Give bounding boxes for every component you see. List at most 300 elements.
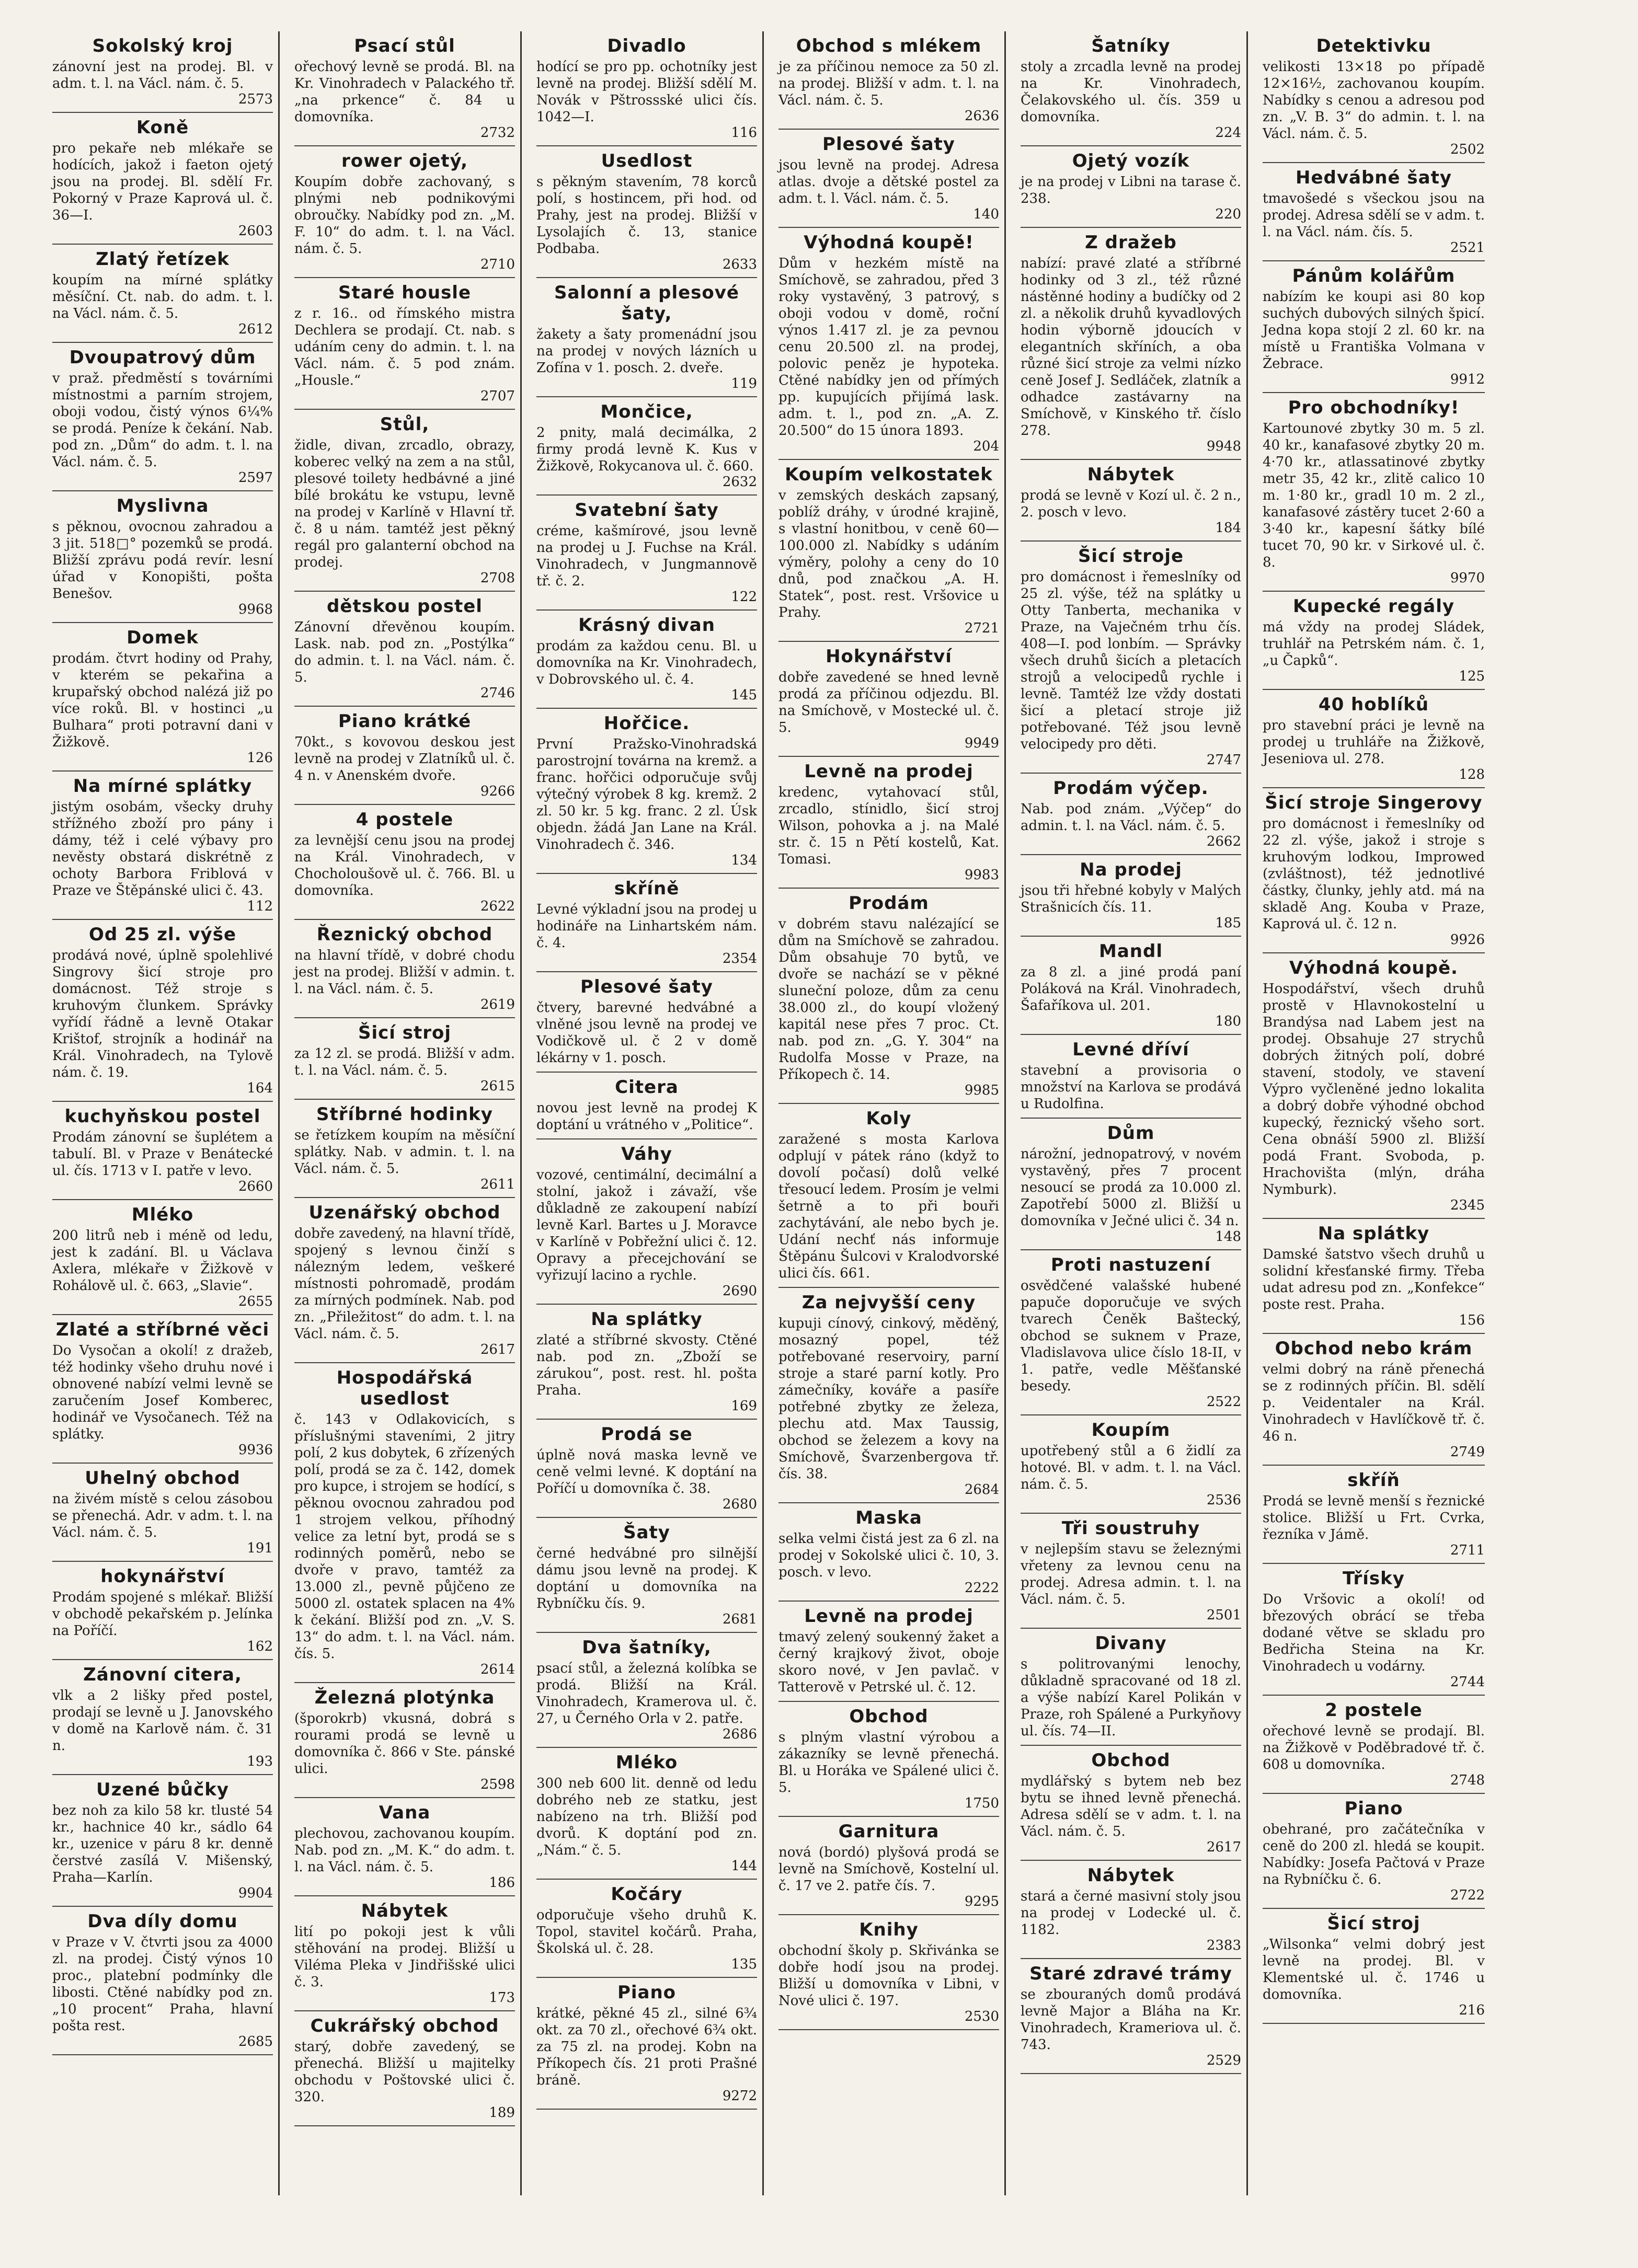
ad-title: Obchod: [1091, 1750, 1171, 1771]
ad-text: za levnější cenu jsou na prodej na Král. Vinohradech, v Chocholoušově ul. č. 766. Bl. u domovníka.: [294, 833, 515, 899]
ad-number: 2614: [480, 1662, 515, 1677]
ad-text: hodící se pro pp. ochotníky jest levně na prodej. Bližší sdělí M. Novák v Pštrossské ulici čís. 1042—I.: [536, 59, 757, 125]
ad-number: 2708: [480, 570, 515, 586]
ad-title: Staré housle: [338, 282, 472, 303]
ad-number: 2522: [1206, 1394, 1241, 1410]
ad-text: vlk a 2 lišky před postel, prodají se levně u J. Janovského v domě na Karlově nám. č. 31 n.: [52, 1688, 273, 1754]
ad-title: Obchod: [849, 1706, 929, 1727]
classified-ad: [536, 972, 757, 1073]
classified-ad: [52, 245, 273, 343]
ad-number: 122: [731, 589, 757, 605]
ad-number: 9968: [238, 602, 273, 617]
ad-number: 2685: [238, 2034, 273, 2050]
classified-ad: [536, 1420, 757, 1518]
newspaper-ad-page: [47, 31, 1490, 2195]
ad-text: v Praze v V. čtvrti jsou za 4000 zl. na prodej. Čistý výnos 10 proc., platební podmínky dle libosti. Ctěné nabídky pod zn. „10 procent“ Praha, hlavní pošta rest.: [52, 1935, 273, 2034]
classified-ad: [1263, 592, 1485, 690]
classified-ad: [536, 874, 757, 972]
ad-text: bez noh za kilo 58 kr. tlusté 54 kr., hachnice 40 kr., sádlo 64 kr., uzenice v páru 8 kr. denně čerstvé zasílá V. Mišenský, Praha—Karlín.: [52, 1803, 273, 1885]
ad-text: Do Vršovic a okolí! od březových obrácí se třeba dodané větve se skladu pro Bedřicha Steina na Kr. Vinohradech u vodárny.: [1263, 1592, 1485, 1674]
ad-number: 2748: [1450, 1772, 1485, 1788]
ad-number: 2502: [1450, 142, 1485, 157]
ad-title: Proti nastuzení: [1050, 1254, 1211, 1275]
ad-number: 189: [489, 2105, 515, 2121]
classified-ad: [536, 709, 757, 874]
classified-ad: [52, 1102, 273, 1200]
ad-title: Šatníky: [1091, 36, 1171, 56]
ad-text: créme, kašmírové, jsou levně na prodej u J. Fuchse na Král. Vinohradech, v Jungmannově tř. č. 2.: [536, 523, 757, 589]
ad-title: Plesové šaty: [580, 976, 713, 997]
ad-text: pro stavební práci je levně na prodej u truhláře na Žižkově, Jeseniova ul. 278.: [1263, 718, 1485, 767]
ad-title: Nábytek: [1087, 1865, 1175, 1886]
ad-text: odporučuje všeho druhů K. Topol, stavitel kočárů. Praha, Školská ul. č. 28.: [536, 1907, 757, 1956]
ad-title: Dva díly domu: [87, 1911, 238, 1932]
classified-ad: [1263, 953, 1485, 1219]
ad-text: ořechový levně se prodá. Bl. na Kr. Vinohradech v Palackého tř. „na prkence“ č. 84 u domovníka.: [294, 59, 515, 125]
classified-ad: [294, 920, 515, 1018]
ad-number: 2747: [1206, 752, 1241, 768]
classified-ad: [52, 1660, 273, 1775]
ad-number: 140: [973, 206, 999, 222]
ad-text: zaražené s mosta Karlova odplují v pátek ráno (když to dovolí počasí) dolů velké třesoucí ledem. Prosím je velmi šetrně a to při bouři zachytávání, ale nebo bych je. Udání nechť nás informuje Štěpánu Šulcovi v Kralodvorské ulici čís. 661.: [778, 1132, 999, 1281]
ad-text: (šporokrb) vkusná, dobrá s rourami prodá se levně u domovníka č. 866 v Ste. pánské ulici.: [294, 1711, 515, 1777]
ad-number: 2383: [1206, 1938, 1241, 1953]
ad-title: Řeznický obchod: [316, 924, 493, 945]
ad-text: žakety a šaty promenádní jsou na prodej v nových lázních u Zofína v 1. posch. 2. dveře.: [536, 327, 757, 376]
classified-ad: [536, 1518, 757, 1633]
classified-ad: [52, 1775, 273, 1907]
ad-title: Pro obchodníky!: [1288, 397, 1460, 418]
ad-text: nová (bordó) plyšová prodá se levně na Smíchově, Kostelní ul. č. 17 ve 2. patře čís. 7.: [778, 1845, 999, 1894]
classified-ad: [778, 1503, 999, 1602]
ad-number: 2611: [480, 1177, 515, 1192]
classified-ad: [1021, 774, 1241, 855]
ad-text: má vždy na prodej Sládek, truhlář na Petrském nám. č. 1, „u Čapků“.: [1263, 619, 1485, 669]
ad-title: 40 hoblíků: [1318, 694, 1429, 715]
classified-ad: [1263, 1219, 1485, 1334]
ad-title: Stůl,: [380, 414, 430, 435]
classified-ad: [1021, 1035, 1241, 1119]
ad-title: rower ojetý,: [341, 151, 468, 171]
ad-column: [289, 31, 522, 2195]
ad-number: 2686: [722, 1726, 757, 1742]
ad-title: Třísky: [1343, 1568, 1405, 1589]
ad-title: Šicí stroje: [1078, 546, 1184, 567]
ad-title: dětskou postel: [327, 596, 483, 617]
classified-ad: [294, 1363, 515, 1683]
ad-title: Tři soustruhy: [1061, 1518, 1200, 1539]
ad-text: tmavý zelený soukenný žaket a černý krajkový život, oboje skoro nové, v Jen pavlač. v Tatterově v Petrské ul. č. 12.: [778, 1629, 999, 1695]
ad-title: Nábytek: [1087, 464, 1175, 485]
ad-text: lití po pokoji jest k vůli stěhování na prodej. Bližší u Viléma Pleka v Jindřišské ulici č. 3.: [294, 1924, 515, 1990]
ad-title: Levně na prodej: [804, 761, 973, 782]
ad-column: [1257, 31, 1490, 2195]
ad-title: Kočáry: [611, 1884, 683, 1905]
ad-title: Divany: [1095, 1633, 1167, 1654]
classified-ad: [536, 1305, 757, 1420]
classified-ad: [294, 1198, 515, 1363]
ad-text: Damské šatstvo všech druhů u solidní křesťanské firmy. Třeba udat adresu pod zn. „Konfekce“ poste rest. Praha.: [1263, 1247, 1485, 1313]
ad-text: zánovní jest na prodej. Bl. v adm. t. l. na Václ. nám. č. 5.: [52, 59, 273, 91]
ad-number: 134: [731, 853, 757, 868]
ad-number: 2746: [480, 685, 515, 701]
ad-number: 2633: [722, 257, 757, 272]
classified-ad: [52, 623, 273, 772]
classified-ad: [778, 1915, 999, 2030]
ad-title: Kupecké regály: [1292, 596, 1455, 617]
ad-title: Železná plotýnka: [314, 1687, 495, 1708]
classified-ad: [52, 31, 273, 113]
classified-ad: [52, 1562, 273, 1660]
ad-title: Krásný divan: [578, 615, 715, 636]
ad-number: 9266: [480, 784, 515, 799]
ad-text: velikosti 13×18 po případě 12×16½, zachovanou koupím. Nabídky s cenou a adresou pod zn. „V. B. 3“ do admin. t. l. na Václ. nám. č. 5.: [1263, 59, 1485, 142]
ad-number: 2662: [1206, 834, 1241, 849]
classified-ad: [778, 1104, 999, 1288]
ad-text: kredenc, vytahovací stůl, zrcadlo, stínidlo, šicí stroj Wilson, pohovka a j. na Malé str. č. 15 n Pětí kostelů, Kat. Tomasi.: [778, 785, 999, 867]
ad-column: [47, 31, 280, 2195]
ad-text: pro domácnost i řemeslníky od 22 zl. výše, jakož i stroje s kruhovým lodkou, Improwed (zvláštnost), též jednotlivé částky, člunky, jehly atd. má na skladě Ang. Kouba v Praze, Kaprová ul. č. 12 n.: [1263, 816, 1485, 932]
ad-title: Nábytek: [361, 1901, 449, 1921]
ad-title: Staré zdravé trámy: [1029, 1963, 1232, 1984]
ad-title: Levné dříví: [1072, 1039, 1189, 1060]
classified-ad: [778, 642, 999, 757]
ad-number: 2732: [480, 125, 515, 141]
ad-text: prodává nové, úplně spolehlivé Singrovy šicí stroje pro domácnost. Též stroje s kruhovým člunkem. Správky vyřídí řádně a levně Otakar Krištof, strojník a hodinář na Král. Vinohradech, na Tylově nám. č. 19.: [52, 948, 273, 1080]
ad-number: 216: [1459, 2002, 1485, 2018]
ad-text: v nejlepším stavu se železnými vřeteny za levnou cenu na prodej. Adresa admin. t. l. na Václ. nám. č. 5.: [1021, 1541, 1241, 1607]
ad-column: [1015, 31, 1248, 2195]
ad-number: 9948: [1206, 439, 1241, 454]
ad-number: 2222: [964, 1580, 999, 1596]
ad-text: s plným vlastní výrobou a zákazníky se levně přenechá. Bl. u Horáka ve Spálené ulici č. 5.: [778, 1730, 999, 1795]
ad-text: vozové, centimální, decimální a stolní, jakož i závaží, vše důkladně ze zakoupení nabízí levně Karl. Bartes u J. Moravce v Karlíně v Pobřežní ulici č. 12. Opravy a přecejchování se vyřizují lacino a rychle.: [536, 1167, 757, 1283]
ad-title: Uhelný obchod: [85, 1468, 240, 1489]
ad-number: 145: [731, 687, 757, 703]
ad-number: 148: [1215, 1229, 1241, 1245]
classified-ad: [1263, 1794, 1485, 1909]
ad-title: Koupím velkostatek: [785, 464, 993, 485]
classified-ad: [1021, 1119, 1241, 1250]
ad-number: 2722: [1450, 1887, 1485, 1903]
ad-text: Do Vysočan a okolí! z dražeb, též hodinky všeho druhu nové i obnovené nabízí velmi levně se zaručením Josef Komberec, hodinář ve Vysočanech. Též na splátky.: [52, 1343, 273, 1442]
classified-ad: [294, 278, 515, 410]
ad-number: 2603: [238, 223, 273, 239]
ad-text: selka velmi čistá jest za 6 zl. na prodej v Sokolské ulici č. 10, 3. posch. v levo.: [778, 1531, 999, 1580]
ad-number: 2744: [1450, 1674, 1485, 1690]
ad-text: pro domácnost i řemeslníky od 25 zl. výše, též na splátky u Otty Tanberta, mechanika v Praze, na Vaječném trhu čís. 408—I. pod lonbím. — Správky všech druhů šicích a pletacích strojů a velocipedů rychle i levně. Tamtéž lze vždy dostati šicí a pletací stroje již potřebované. Též jsou levně velocipedy pro děti.: [1021, 569, 1241, 752]
ad-title: Koly: [866, 1108, 912, 1129]
ad-number: 116: [731, 125, 757, 141]
ad-title: Na mírné splátky: [73, 776, 253, 797]
classified-ad: [536, 1748, 757, 1880]
classified-ad: [1021, 460, 1241, 542]
ad-title: Mandl: [1099, 941, 1163, 962]
ad-text: Prodám zánovní se šuplétem a tabulí. Bl. v Praze v Benátecké ul. čís. 1713 v I. patře v levo.: [52, 1130, 273, 1179]
classified-ad: [52, 113, 273, 245]
ad-number: 2536: [1206, 1492, 1241, 1508]
classified-ad: [1263, 1466, 1485, 1564]
ad-text: Prodá se levně menší s řeznické stolice. Bližší u Frt. Cvrka, řezníka v Jámě.: [1263, 1493, 1485, 1542]
classified-ad: [536, 1880, 757, 1978]
ad-number: 2681: [722, 1611, 757, 1627]
ad-title: Vana: [379, 1802, 431, 1823]
ad-title: Na prodej: [1080, 859, 1182, 880]
ad-title: Koně: [136, 117, 189, 138]
ad-number: 135: [731, 1956, 757, 1972]
ad-number: 126: [247, 750, 273, 766]
ad-title: Od 25 zl. výše: [88, 924, 237, 945]
ad-text: z r. 16.. od římského mistra Dechlera se prodají. Ct. nab. s udáním ceny do admin. t. l. na Václ. nám. č. 5 pod znám. „Housle.“: [294, 306, 515, 388]
ad-title: Myslivna: [116, 496, 209, 516]
classified-ad: [1263, 163, 1485, 261]
ad-text: č. 143 v Odlakovicích, s příslušnými staveními, 2 jitry polí, 2 kus dobytek, 6 zřízených polí, prodá se za č. 142, domek pro kupce, i strojem se hodící, s pěknou ovocnou zahradou pod 1 strojem velkou, příhodný velice za letní byt, prodá se s rodinných poměrů, nebo se dvoře v pravo, tamtéž za 13.000 zl., pevně půjčeno ze 5000 zl. ostatek splacen na 4% k čekání. Bližší pod zn. „V. S. 13“ do adm. t. l. na Václ. nám. čís. 5.: [294, 1412, 515, 1662]
ad-number: 2690: [722, 1283, 757, 1299]
ad-text: prodám za každou cenu. Bl. u domovníka na Kr. Vinohradech, v Dobrovského ul. č. 4.: [536, 638, 757, 687]
ad-title: Piano: [1344, 1798, 1403, 1819]
classified-ad: [778, 889, 999, 1104]
ad-number: 112: [247, 899, 273, 914]
ad-text: nárožní, jednopatrový, v novém vystavěný, přes 7 procent nesoucí se prodá za 10.000 zl. Zapotřebí 5000 zl. Bližší u domovníka v Ječné ulici č. 34 n.: [1021, 1146, 1241, 1229]
classified-ad: [52, 772, 273, 920]
ad-number: 173: [489, 1990, 515, 2006]
ad-title: hokynářství: [100, 1566, 225, 1587]
classified-ad: [1021, 228, 1241, 460]
ad-number: 2710: [480, 257, 515, 272]
ad-text: novou jest levně na prodej K doptání u vrátného v „Politice“.: [536, 1100, 757, 1133]
ad-title: Sokolský kroj: [92, 36, 233, 56]
ad-text: je za příčinou nemoce za 50 zl. na prodej. Bližší v adm. t. l. na Václ. nám. č. 5.: [778, 59, 999, 108]
ad-title: Uzenářský obchod: [308, 1202, 501, 1223]
ad-title: Usedlost: [601, 151, 693, 171]
ad-title: Hokynářství: [826, 646, 952, 667]
ad-text: První Pražsko-Vinohradská parostrojní továrna na kremž. a franc. hořčici odporučuje svůj výtečný výrobek 8 kg. kremž. 2 zl. 50 kr. 5 kg. franc. 2 zl. Úsk objedn. žádá Jan Lane na Král. Vinohradech č. 346.: [536, 736, 757, 853]
classified-ad: [1263, 690, 1485, 788]
ad-text: se zbouraných domů prodává levně Major a Bláha na Kr. Vinohradech, Krameriova ul. č. 743.: [1021, 1987, 1241, 2053]
classified-ad: [52, 920, 273, 1102]
ad-title: Šicí stroj: [1327, 1913, 1421, 1934]
ad-number: 193: [247, 1754, 273, 1769]
classified-ad: [1021, 937, 1241, 1035]
classified-ad: [294, 805, 515, 920]
ad-title: Hospodářská usedlost: [336, 1367, 473, 1409]
ad-title: skříně: [614, 878, 680, 899]
ad-text: krátké, pěkné 45 zl., silné 6¾ okt. za 70 zl., ořechové 6¾ okt. za 75 zl. na prodej. Kobn na Příkopech čís. 21 proti Prašné bráně.: [536, 2006, 757, 2088]
ad-text: tmavošedé s všeckou jsou na prodej. Adresa sdělí se v adm. t. l. na Václ. nám. čís. 5.: [1263, 191, 1485, 240]
classified-ad: [1021, 1861, 1241, 1959]
ad-number: 2680: [722, 1496, 757, 1512]
ad-number: 186: [489, 1875, 515, 1891]
ad-title: Dům: [1107, 1123, 1155, 1144]
classified-ad: [52, 1315, 273, 1464]
ad-title: Piano krátké: [338, 711, 472, 732]
classified-ad: [536, 146, 757, 278]
ad-number: 185: [1215, 915, 1241, 931]
ad-text: je na prodej v Libni na tarase č. 238.: [1021, 174, 1241, 206]
ad-text: plechovou, zachovanou koupím. Nab. pod zn. „M. K.“ do adm. t. l. na Václ. nám. č. 5.: [294, 1826, 515, 1875]
classified-ad: [536, 278, 757, 397]
ad-number: 144: [731, 1858, 757, 1874]
ad-text: Hospodářství, všech druhů prostě v Hlavnokostelní u Brandýsa nad Labem jest na prodej. Obsahuje 27 strychů dobrých žitných polí, dobré stavení, stodoly, ve stavení Výpro vyčleněné jedno lokalita a dobrý dobře výhodné obchod kupecký, řeznický všeho sort. Cena obnáší 5900 zl. Bližší podá Frant. Svoboda, p. Hrachovišta (mlýn, dráha Nymburk).: [1263, 981, 1485, 1198]
ad-title: Stříbrné hodinky: [316, 1104, 493, 1125]
classified-ad: [52, 491, 273, 623]
classified-ad: [778, 228, 999, 460]
ad-number: 184: [1215, 520, 1241, 536]
ad-text: prodá se levně v Kozí ul. č. 2 n., 2. posch v levo.: [1021, 488, 1241, 520]
classified-ad: [52, 343, 273, 491]
ad-title: Z dražeb: [1085, 232, 1177, 253]
ad-title: Mléko: [131, 1204, 194, 1225]
classified-ad: [1263, 788, 1485, 953]
classified-ad: [778, 130, 999, 228]
ad-number: 9926: [1450, 932, 1485, 948]
ad-number: 2598: [480, 1777, 515, 1792]
ad-number: 9949: [964, 735, 999, 751]
ad-number: 2345: [1450, 1198, 1485, 1213]
classified-ad: [536, 1139, 757, 1305]
classified-ad: [536, 1633, 757, 1748]
ad-text: obchodní školy p. Skřivánka se dobře hodí jsou na prodej. Bližší u domovníka v Libni, v Nové ulici č. 197.: [778, 1943, 999, 2009]
ad-text: jsou levně na prodej. Adresa atlas. dvoje a dětské postel za adm. t. l. Václ. nám. č. 5.: [778, 157, 999, 206]
ad-title: Uzené bůčky: [96, 1779, 230, 1800]
ad-number: 2660: [238, 1179, 273, 1194]
classified-ad: [1021, 1629, 1241, 1746]
ad-title: Výhodná koupě.: [1289, 958, 1458, 978]
ad-title: Dvoupatrový dům: [69, 347, 256, 368]
classified-ad: [1263, 1696, 1485, 1794]
classified-ad: [1021, 1415, 1241, 1514]
ad-text: čtvery, barevné hedvábné a vlněné jsou levně na prodej ve Vodičkově ul. č 2 v domě lékárny v 1. posch.: [536, 1000, 757, 1066]
ad-number: 119: [731, 376, 757, 392]
ad-text: stavební a provisoria o množství na Karlova se prodává u Rudolfina.: [1021, 1063, 1241, 1112]
ad-text: nabízím ke koupi asi 80 kop suchých dubových silných špicí. Jedna kopa stojí 2 zl. 60 kr. na místě u Františka Volmana v Žebrace.: [1263, 289, 1485, 372]
ad-title: Zánovní citera,: [83, 1664, 242, 1685]
ad-text: Zánovní dřevěnou koupím. Lask. nab. pod zn. „Postýlka“ do admin. t. l. na Václ. nám. č. 5.: [294, 619, 515, 685]
ad-text: velmi dobrý na ráně přenechá se z rodinných příčin. Bl. sdělí p. Veidentaler na Král. Vinohradech v Havlíčkově tř. č. 46 n.: [1263, 1362, 1485, 1444]
ad-number: 2619: [480, 997, 515, 1012]
classified-ad: [778, 31, 999, 130]
ad-number: 2721: [964, 620, 999, 636]
classified-ad: [1263, 261, 1485, 393]
ad-column: [531, 31, 764, 2195]
ad-number: 2615: [480, 1078, 515, 1094]
classified-ad: [1021, 146, 1241, 228]
ad-number: 9985: [964, 1083, 999, 1098]
ad-text: zlaté a stříbrné skvosty. Ctěné nab. pod zn. „Zboží se zárukou“, post. rest. hl. pošta Praha.: [536, 1332, 757, 1398]
ad-text: kupuji cínový, cinkový, měděný, mosazný popel, též potřebované reservoiry, parní stroje a staré parní kotly. Pro zámečníky, kováře a pasíře potřebné zbytky ze železa, plechu atd. Max Taussig, obchod se železem a kovy na Smíchově, Švarzenbergova tř. čís. 38.: [778, 1316, 999, 1482]
classified-ad: [294, 707, 515, 805]
classified-ad: [294, 1798, 515, 1896]
ad-title: Zlaté a stříbrné věci: [55, 1319, 270, 1340]
ad-title: Domek: [127, 627, 199, 648]
ad-text: s pěkným stavením, 78 korců polí, s hostincem, při hod. od Prahy, jest na prodej. Bližší v Lysolajích č. 13, stanice Podbaba.: [536, 174, 757, 257]
ad-number: 9912: [1450, 372, 1485, 387]
ad-title: Na splátky: [591, 1309, 703, 1330]
ad-number: 9983: [964, 867, 999, 883]
classified-ad: [778, 1288, 999, 1503]
ad-title: Šicí stroje Singerovy: [1265, 792, 1483, 813]
ad-number: 9904: [238, 1885, 273, 1901]
ad-text: obehrané, pro začátečníka v ceně do 200 zl. hledá se koupit. Nabídky: Josefa Pačtová v Praze na Rybníčku č. 6.: [1263, 1822, 1485, 1887]
classified-ad: [1263, 1909, 1485, 2024]
ad-text: Nab. pod znám. „Výčep“ do admin. t. l. na Václ. nám. č. 5.: [1021, 801, 1241, 834]
classified-ad: [294, 410, 515, 592]
ad-text: 200 litrů neb i méně od ledu, jest k zadání. Bl. u Václava Axlera, mlékaře v Žižkově v Rohálově ul. č. 663, „Slavie“.: [52, 1228, 273, 1294]
ad-text: Prodám spojené s mlékař. Bližší v obchodě pekařském p. Jelínka na Poříčí.: [52, 1590, 273, 1639]
ad-text: prodám. čtvrt hodiny od Prahy, v kterém se pekařina a krupařský obchod nalézá již po více roků. Bl. v hostinci „u Bulhara“ proti potravní dani v Žižkově.: [52, 651, 273, 750]
ad-text: ořechové levně se prodají. Bl. na Žižkově v Poděbradové tř. č. 608 u domovníka.: [1263, 1723, 1485, 1772]
ad-number: 128: [1459, 767, 1485, 782]
ad-number: 9272: [722, 2088, 757, 2104]
ad-title: 4 postele: [356, 809, 454, 830]
classified-ad: [294, 592, 515, 707]
ad-title: Cukrářský obchod: [310, 2016, 499, 2036]
ad-text: psací stůl, a železná kolíbka se prodá. Bližší na Král. Vinohradech, Kramerova ul. č. 27, u Černého Orla v 2. patře.: [536, 1661, 757, 1726]
ad-title: Obchod nebo krám: [1275, 1338, 1473, 1359]
ad-number: 9970: [1450, 570, 1485, 586]
ad-title: Knihy: [859, 1919, 919, 1940]
classified-ad: [1021, 1746, 1241, 1861]
ad-number: 156: [1459, 1313, 1485, 1328]
classified-ad: [778, 1602, 999, 1702]
ad-number: 191: [247, 1540, 273, 1556]
ad-number: 2530: [964, 2009, 999, 2024]
ad-number: 2622: [480, 899, 515, 914]
ad-text: 300 neb 600 lit. denně od ledu dobrého neb ze statku, jest nabízeno na trh. Bližší pod dvorů. K doptání pod zn. „Nám.“ č. 5.: [536, 1776, 757, 1858]
classified-ad: [294, 1100, 515, 1198]
ad-title: Mléko: [615, 1752, 678, 1773]
ad-text: v dobrém stavu nalézající se dům na Smíchově se zahradou. Dům obsahuje 70 bytů, ve dvoře se nachází se v pěkné sluneční poloze, dům za cenu 38.000 zl., do koupí vložený kapitál nese přes 7 proc. Ct. nab. pod zn. „G. Y. 304“ na Rudolfa Mosse v Praze, na Příkopech č. 14.: [778, 916, 999, 1083]
ad-number: 164: [247, 1080, 273, 1096]
ad-number: 2612: [238, 321, 273, 337]
classified-ad: [294, 1683, 515, 1798]
ad-title: Hořčice.: [603, 713, 690, 734]
classified-ad: [536, 611, 757, 709]
ad-title: Váhy: [621, 1144, 672, 1165]
ad-title: Detektivku: [1316, 36, 1431, 56]
ad-text: Kartounové zbytky 30 m. 5 zl. 40 kr., kanafasové zbytky 20 m. 4·70 kr., atlassatinové zbytky metr 35, 42 kr., zlitě calico 10 m. 1·80 kr., gradl 10 m. 2 zl., kanafasové zástěry tucet 2·60 a 3·40 kr., kapesní šátky bílé tucet 70, 90 kr. v Sirkové ul. č. 8.: [1263, 421, 1485, 570]
ad-title: Výhodná koupě!: [804, 232, 974, 253]
ad-text: za 8 zl. a jiné prodá paní Poláková na Král. Vinohradech, Šafaříkova ul. 201.: [1021, 964, 1241, 1014]
ad-text: nabízí: pravé zlaté a stříbrné hodinky od 3 zl., též různé nástěnné hodiny a budíčky od 2 zl. a několik druhů kyvadlových hodin výborně jdoucích v elegantních skříních, a oba různé šicí stroje za velmi nízko ceně Josef J. Sedláček, zlatník a odhadce zastávarny na Smíchově, v Kinského tř. číslo 278.: [1021, 256, 1241, 439]
classified-ad: [294, 31, 515, 146]
ad-number: 2655: [238, 1294, 273, 1309]
ad-number: 204: [973, 439, 999, 454]
ad-text: černé hedvábné pro silnější dámu jsou levně na prodej. K doptání u domovníka na Rybníčku čís. 9.: [536, 1546, 757, 1611]
ad-text: dobře zavedené se hned levně prodá za příčinou odjezdu. Bl. na Smíchově, v Mostecké ul. č. 5.: [778, 670, 999, 735]
ad-title: Svatební šaty: [575, 500, 719, 521]
ad-number: 125: [1459, 669, 1485, 684]
classified-ad: [536, 1978, 757, 2110]
ad-number: 2636: [964, 108, 999, 124]
ad-column: [773, 31, 1006, 2195]
ad-title: Levně na prodej: [804, 1606, 973, 1627]
ad-number: 169: [731, 1398, 757, 1414]
ad-text: Koupím dobře zachovaný, s plnými neb podnikovými obroučky. Nabídky pod zn. „M. F. 10“ do adm. t. l. na Václ. nám. č. 5.: [294, 174, 515, 257]
ad-title: Mončice,: [600, 401, 693, 422]
ad-text: starý, dobře zavedený, se přenechá. Bližší u majitelky obchodu v Poštovské ulici č. 320.: [294, 2039, 515, 2105]
classified-ad: [1021, 1959, 1241, 2074]
ad-text: na živém místě s celou zásobou se přenechá. Adr. v adm. t. l. na Václ. nám. č. 5.: [52, 1491, 273, 1540]
classified-ad: [52, 1907, 273, 2055]
ad-title: kuchyňskou postel: [64, 1106, 261, 1127]
ad-text: Levné výkladní jsou na prodej u hodináře na Linhartském nám. č. 4.: [536, 902, 757, 951]
ad-title: Divadlo: [607, 36, 686, 56]
ad-number: 2632: [722, 474, 757, 490]
ad-title: Plesové šaty: [822, 134, 955, 155]
ad-text: 70kt., s kovovou deskou jest levně na prodej v Zlatníků ul. č. 4 n. v Anenském dvoře.: [294, 734, 515, 784]
classified-ad: [1263, 393, 1485, 592]
